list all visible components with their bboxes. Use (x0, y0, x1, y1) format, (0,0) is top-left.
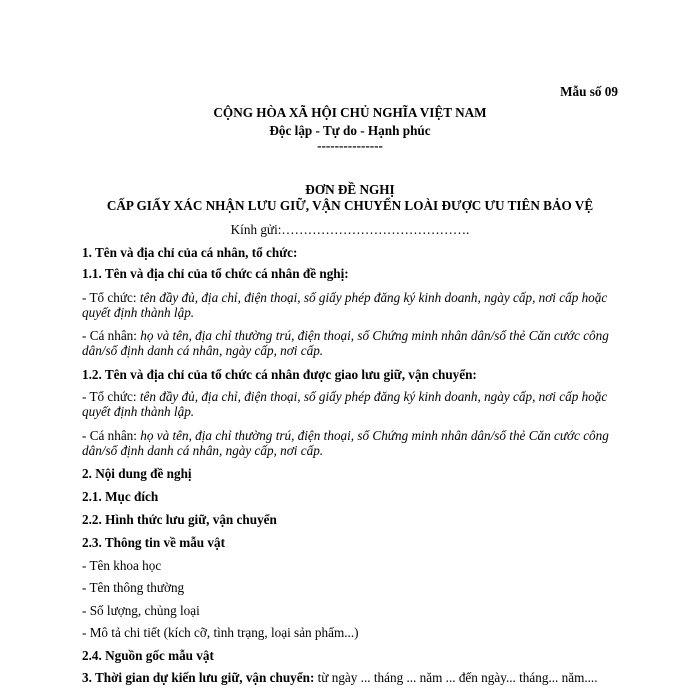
section1-2-individual (82, 428, 622, 458)
specimen-item: - Tên thông thường (82, 580, 185, 595)
form-number: Mẫu số 09 (560, 84, 618, 99)
organization-description: tên đầy đủ, địa chỉ, điện thoại, số giấy phép đăng ký kinh doanh, ngày cấp, nơi cấp hoặc quyết định thành lập. (82, 389, 608, 419)
organization-label: - Tổ chức: (82, 389, 140, 404)
document-subtitle: CẤP GIẤY XÁC NHẬN LƯU GIỮ, VẬN CHUYỂN LOÀI ĐƯỢC ƯU TIÊN BẢO VỆ (106, 198, 594, 213)
section2-heading: 2. Nội dung đề nghị (82, 466, 192, 481)
individual-description: họ và tên, địa chỉ thường trú, điện thoại, số Chứng minh nhân dân/số thẻ Căn cước công dân/số định danh cá nhân, ngày cấp, nơi cấp. (82, 428, 609, 458)
section3-paragraph (82, 670, 622, 685)
header-divider: --------------- (317, 138, 383, 153)
individual-description: họ và tên, địa chỉ thường trú, điện thoại, số Chứng minh nhân dân/số thẻ Căn cước công dân/số định danh cá nhân, ngày cấp, nơi cấp. (82, 328, 609, 358)
section1-2-organization (82, 389, 622, 419)
organization-description: tên đầy đủ, địa chỉ, điện thoại, số giấy phép đăng ký kinh doanh, ngày cấp, nơi cấp hoặc quyết định thành lập. (82, 290, 608, 320)
section1-1-heading: 1.1. Tên và địa chỉ của tổ chức cá nhân đề nghị: (82, 266, 349, 281)
country-name: CỘNG HÒA XÃ HỘI CHỦ NGHĨA VIỆT NAM (213, 105, 487, 120)
section3-heading: 3. Thời gian dự kiến lưu giữ, vận chuyển: (82, 670, 315, 685)
individual-label: - Cá nhân: (82, 428, 141, 443)
section2-2-method: 2.2. Hình thức lưu giữ, vận chuyển (82, 512, 277, 527)
recipient-line: Kính gửi:……………………………………. (230, 222, 470, 237)
organization-label: - Tổ chức: (82, 290, 140, 305)
section1-2-heading: 1.2. Tên và địa chỉ của tổ chức cá nhân được giao lưu giữ, vận chuyển: (82, 367, 477, 382)
section1-1-individual (82, 328, 622, 358)
document-title: ĐƠN ĐỀ NGHỊ (305, 182, 395, 197)
section2-1-purpose: 2.1. Mục đích (82, 489, 159, 504)
specimen-item: - Số lượng, chủng loại (82, 603, 200, 618)
section2-4-origin: 2.4. Nguồn gốc mẫu vật (82, 648, 214, 663)
section1-1-organization (82, 290, 622, 320)
national-motto: Độc lập - Tự do - Hạnh phúc (269, 123, 431, 138)
section2-3-specimen-heading: 2.3. Thông tin về mẫu vật (82, 535, 226, 550)
specimen-item: - Mô tả chi tiết (kích cỡ, tình trạng, loại sản phẩm...) (82, 625, 359, 640)
section1-heading: 1. Tên và địa chỉ của cá nhân, tổ chức: (82, 245, 298, 260)
specimen-item: - Tên khoa học (82, 558, 162, 573)
individual-label: - Cá nhân: (82, 328, 141, 343)
section3-text: từ ngày ... tháng ... năm ... đến ngày... tháng... năm.... (314, 670, 598, 685)
